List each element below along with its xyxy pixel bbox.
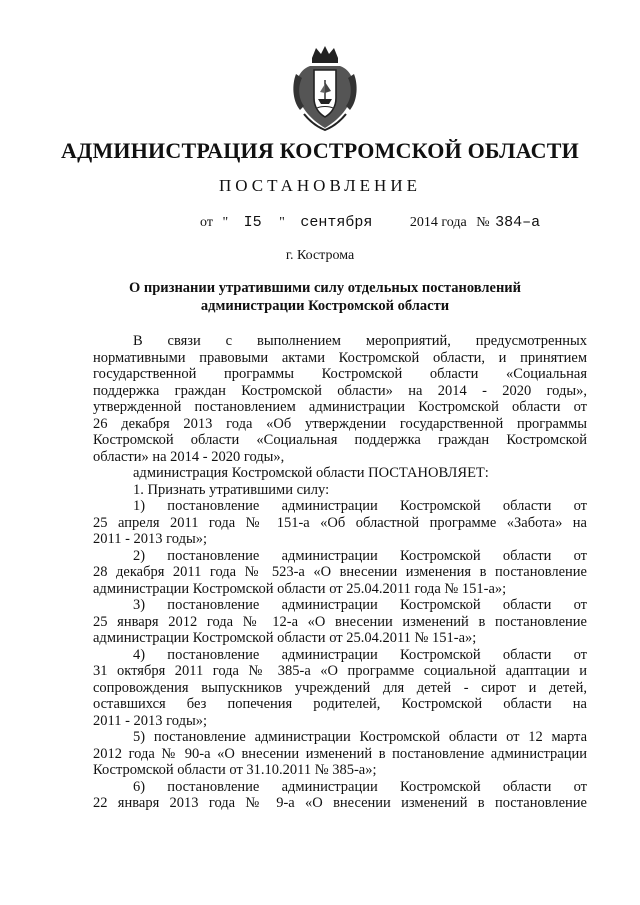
- body-line: 4) постановление администрации Костромской области от: [133, 646, 587, 663]
- document-type: ПОСТАНОВЛЕНИЕ: [218, 176, 421, 195]
- document-body: [93, 333, 587, 812]
- body-line: сопровождения выпускников учреждений для детей - сирот и детей,: [93, 679, 587, 696]
- body-line: 22 января 2013 года № 9-а «О внесении изменений в постановление: [93, 795, 587, 811]
- body-line: нормативными правовыми актами Костромской области, и принятием: [93, 349, 587, 366]
- body-line: 2011 - 2013 годы»;: [93, 712, 207, 729]
- number-sign: №: [476, 215, 490, 230]
- body-line: Костромской области от 31.10.2011 № 385-а»;: [93, 762, 377, 778]
- document-number: 384–а: [495, 214, 541, 231]
- body-line: 31 октября 2011 года № 385-а «О программе социальной адаптации и: [93, 663, 587, 679]
- day-close-quote: ": [279, 215, 285, 230]
- body-line: администрация Костромской области ПОСТАНОВЛЯЕТ:: [133, 465, 489, 481]
- body-line: администрации Костромской области от 25.04.2011 № 151-а»;: [93, 630, 477, 646]
- body-line: поддержка граждан Костромской области» на 2014 - 2020 годы»,: [93, 382, 587, 399]
- title-line: администрации Костромской области: [200, 298, 450, 314]
- body-line: государственной программы Костромской области «Социальная: [93, 366, 587, 382]
- coat-of-arms-icon: [290, 44, 360, 134]
- date-prefix: от: [200, 215, 213, 230]
- body-line: 28 декабря 2011 года № 523-а «О внесении изменения в постановление: [93, 564, 587, 580]
- body-line: утвержденной постановлением администрации Костромской области от: [93, 399, 587, 415]
- title-line: О признании утратившими силу отдельных постановлений: [128, 280, 522, 296]
- body-line: 26 декабря 2013 года «Об утверждении государственной программы: [93, 415, 587, 432]
- body-line: 1) постановление администрации Костромской области от: [133, 498, 587, 514]
- body-line: В связи с выполнением мероприятий, предусмотренных: [133, 333, 587, 349]
- date-month: сентября: [300, 214, 373, 231]
- body-line: 2011 - 2013 годы»;: [93, 531, 207, 547]
- body-line: 25 января 2012 года № 12-а «О внесении изменений в постановление: [93, 613, 587, 630]
- body-line: 2012 года № 90-а «О внесении изменений в постановление администрации: [93, 745, 587, 762]
- day-open-quote: ": [222, 215, 229, 230]
- body-line: области» на 2014 - 2020 годы»,: [93, 448, 285, 465]
- document-title: [100, 279, 550, 315]
- organization-name: АДМИНИСТРАЦИЯ КОСТРОМСКОЙ ОБЛАСТИ: [61, 138, 579, 163]
- body-line: 6) постановление администрации Костромской области от: [133, 778, 587, 795]
- body-line: оставшихся без попечения родителей, Костромской области на: [93, 696, 587, 712]
- body-line: 25 апреля 2011 года № 151-а «Об областной программе «Забота» на: [93, 514, 587, 531]
- body-line: 2) постановление администрации Костромской области от: [133, 547, 587, 564]
- body-line: 1. Признать утратившими силу:: [133, 481, 330, 498]
- date-line: [200, 214, 540, 231]
- date-day: I5: [243, 214, 262, 231]
- body-line: Костромской области «Социальная поддержка граждан Костромской: [93, 432, 587, 448]
- body-line: администрации Костромской области от 25.04.2011 года № 151-а»;: [93, 580, 507, 597]
- date-year: 2014 года: [409, 215, 467, 230]
- body-line: 5) постановление администрации Костромской области от 12 марта: [133, 729, 587, 745]
- city: г. Кострома: [285, 248, 355, 263]
- body-line: 3) постановление администрации Костромской области от: [133, 597, 587, 613]
